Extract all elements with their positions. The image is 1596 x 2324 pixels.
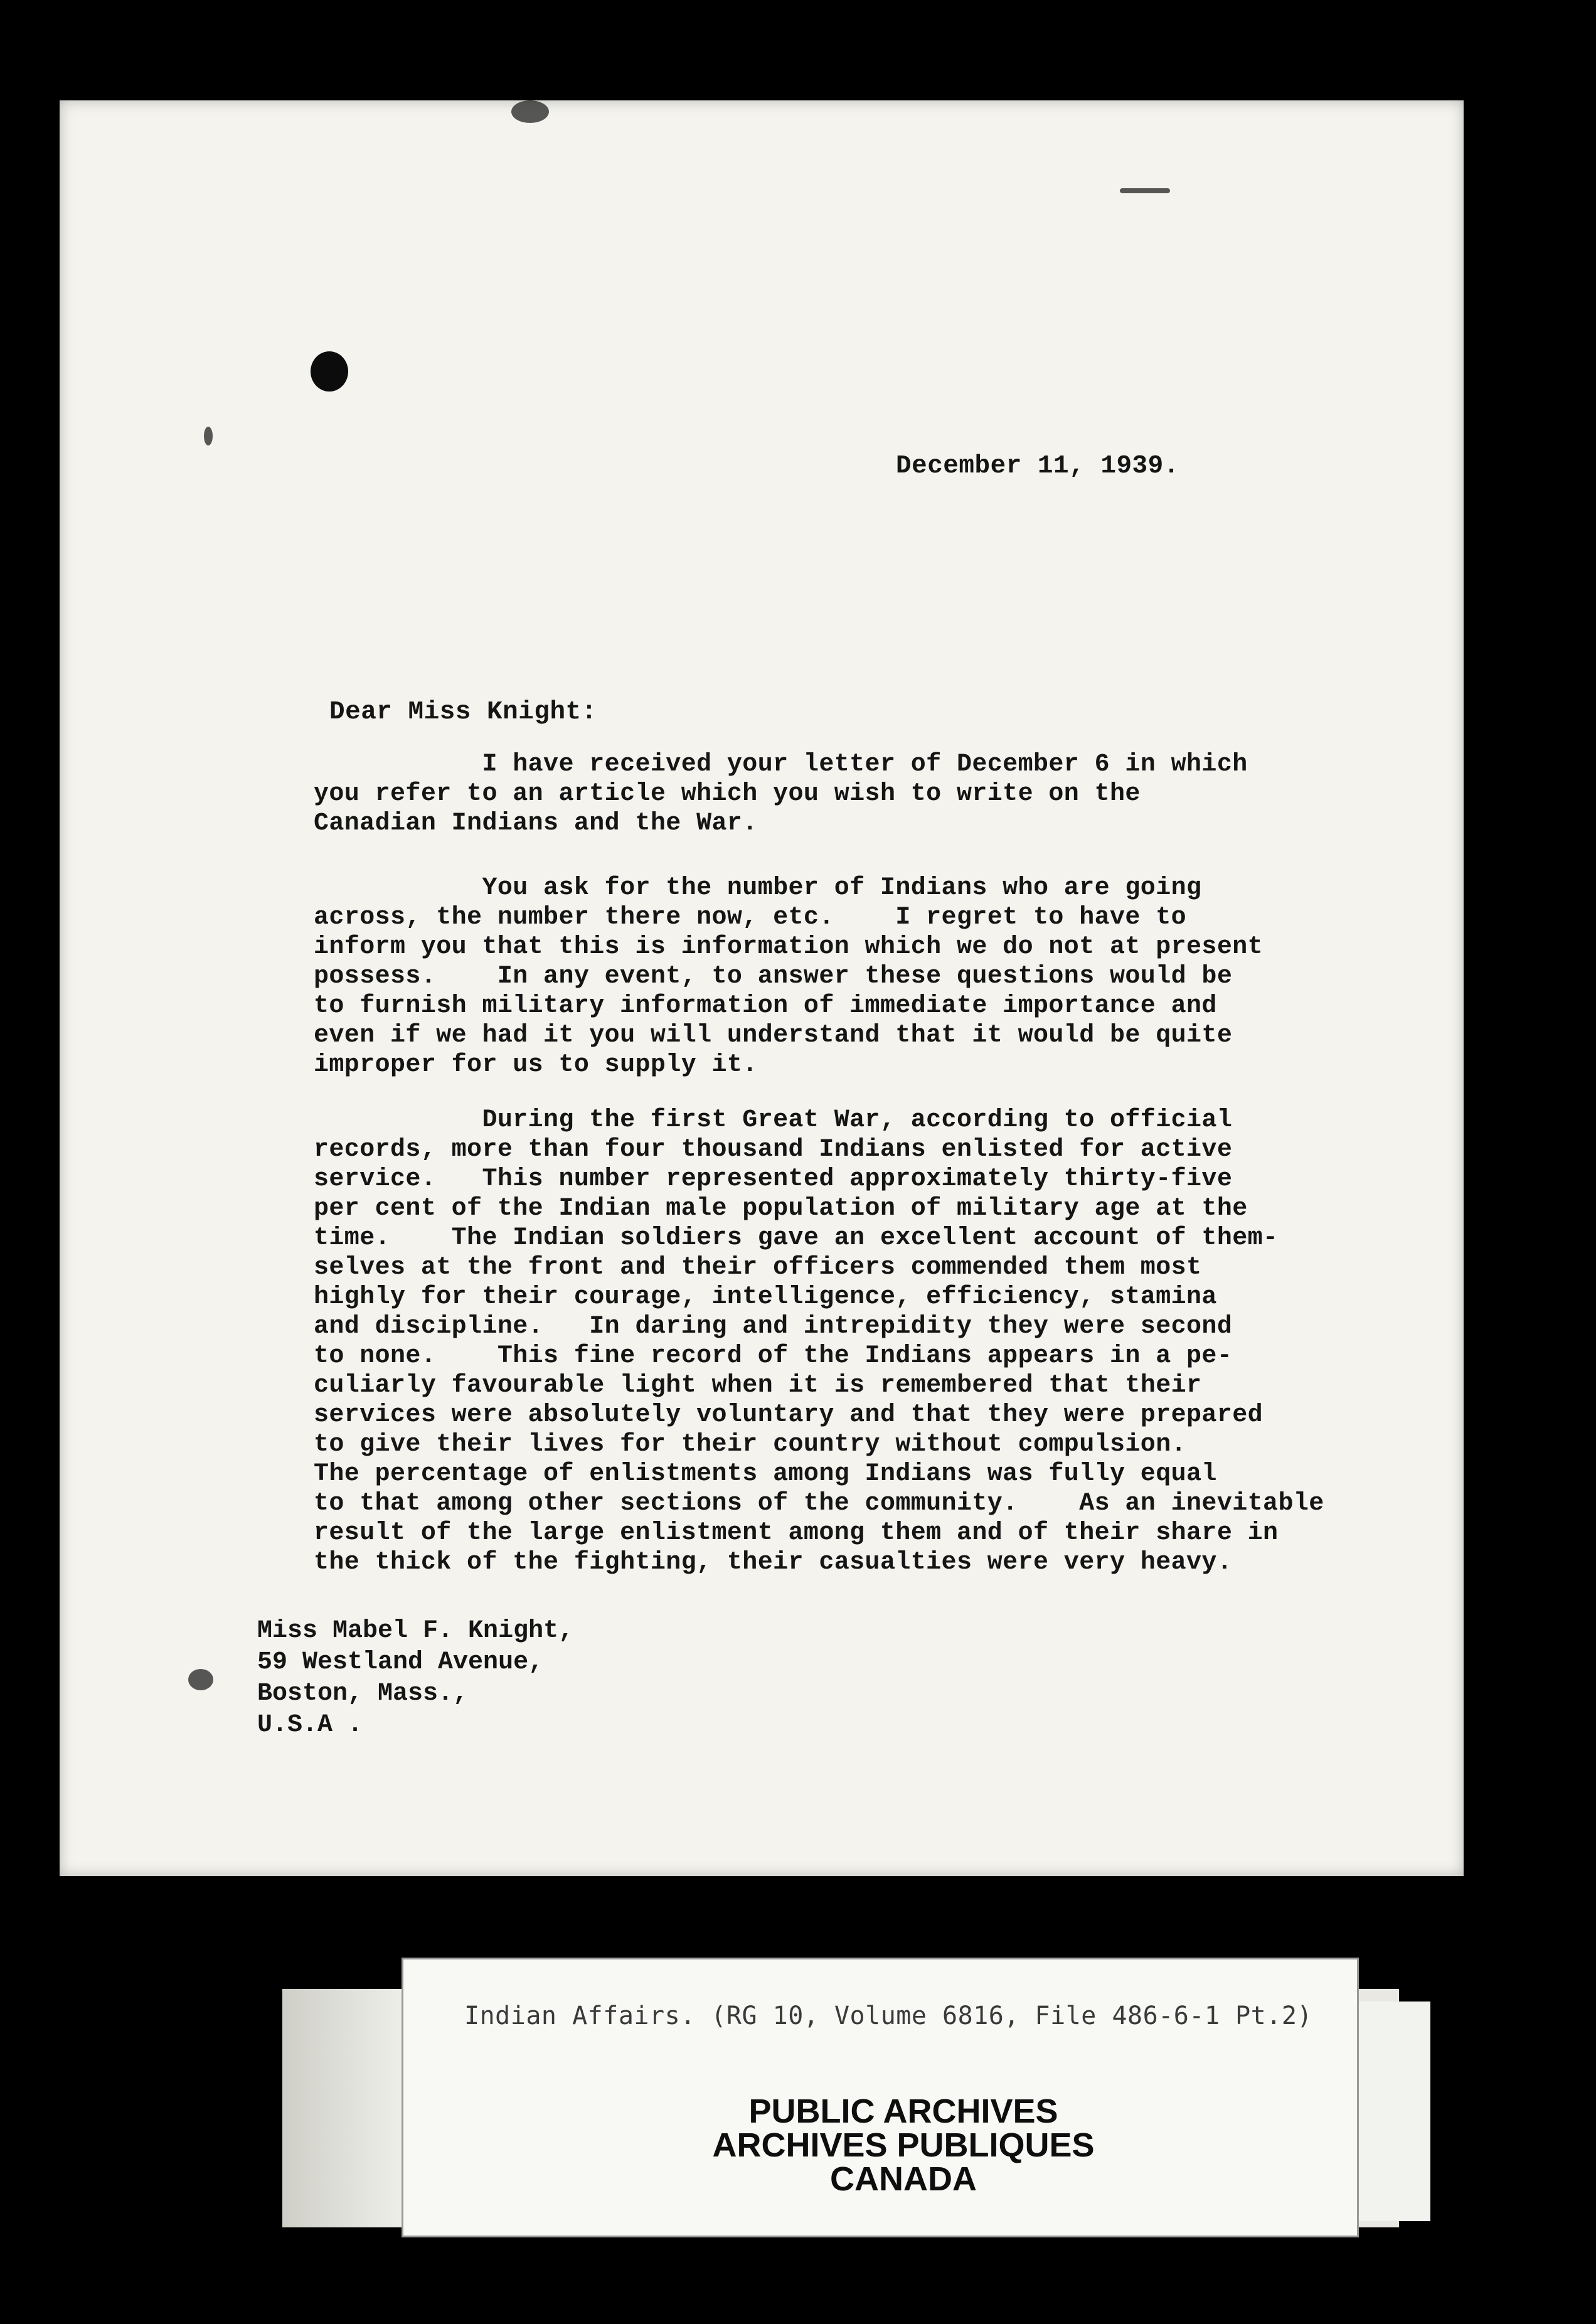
letter-salutation: Dear Miss Knight: xyxy=(329,698,597,727)
ink-speck xyxy=(204,427,213,445)
archive-strip-edge xyxy=(1355,2002,1430,2221)
address-line: U.S.A . xyxy=(257,1711,363,1739)
text-line: across, the number there now, etc. I regret to have to xyxy=(314,903,1187,932)
text-line: result of the large enlistment among them and of their share in xyxy=(314,1519,1279,1547)
letter-paragraph-2 xyxy=(314,873,1330,1080)
text-line: improper for us to supply it. xyxy=(314,1051,758,1079)
text-line: to that among other sections of the community. As an inevitable xyxy=(314,1490,1324,1518)
text-line: to give their lives for their country without compulsion. xyxy=(314,1431,1187,1459)
text-line: per cent of the Indian male population of military age at the xyxy=(314,1195,1248,1223)
text-line: I have received your letter of December 6 in which xyxy=(314,750,1248,779)
text-line: highly for their courage, intelligence, efficiency, stamina xyxy=(314,1283,1217,1311)
letter-paragraph-1 xyxy=(314,750,1330,838)
letter-date: December 11, 1939. xyxy=(896,452,1179,481)
archive-reference: Indian Affairs. (RG 10, Volume 6816, File 486-6-1 Pt.2) xyxy=(464,2002,1313,2030)
text-line: inform you that this is information which we do not at present xyxy=(314,933,1264,961)
text-line: service. This number represented approximately thirty-five xyxy=(314,1165,1233,1193)
text-line: and discipline. In daring and intrepidity they were second xyxy=(314,1313,1233,1341)
text-line: culiarly favourable light when it is remembered that their xyxy=(314,1372,1202,1400)
text-line: possess. In any event, to answer these questions would be xyxy=(314,962,1233,991)
address-line: 59 Westland Avenue, xyxy=(257,1648,544,1676)
text-line: selves at the front and their officers commended them most xyxy=(314,1254,1202,1282)
text-line: Canadian Indians and the War. xyxy=(314,809,758,838)
text-line: time. The Indian soldiers gave an excellent account of them- xyxy=(314,1224,1279,1252)
address-line: Miss Mabel F. Knight, xyxy=(257,1617,574,1645)
archive-strip-edge xyxy=(282,1989,414,2227)
archives-stamp xyxy=(640,2094,1167,2196)
address-line: Boston, Mass., xyxy=(257,1680,469,1708)
text-line: to none. This fine record of the Indians appears in a pe- xyxy=(314,1342,1233,1370)
text-line: even if we had it you will understand that it would be quite xyxy=(314,1021,1233,1050)
ink-speck xyxy=(511,100,549,123)
text-line: records, more than four thousand Indians enlisted for active xyxy=(314,1136,1233,1164)
ink-speck xyxy=(188,1669,213,1690)
text-line: You ask for the number of Indians who are going xyxy=(314,874,1202,902)
punch-hole xyxy=(311,351,348,392)
recipient-address xyxy=(257,1616,573,1741)
text-line: services were absolutely voluntary and that they were prepared xyxy=(314,1401,1264,1429)
stamp-line: CANADA xyxy=(830,2160,977,2198)
letter-paragraph-3 xyxy=(314,1106,1330,1577)
ink-speck xyxy=(1120,188,1170,193)
text-line: you refer to an article which you wish to write on the xyxy=(314,780,1141,808)
text-line: The percentage of enlistments among Indians was fully equal xyxy=(314,1460,1217,1488)
text-line: to furnish military information of immediate importance and xyxy=(314,992,1217,1020)
stamp-line: PUBLIC ARCHIVES xyxy=(748,2092,1058,2130)
stamp-line: ARCHIVES PUBLIQUES xyxy=(712,2126,1095,2164)
text-line: the thick of the fighting, their casualties were very heavy. xyxy=(314,1548,1233,1577)
text-line: During the first Great War, according to official xyxy=(314,1106,1233,1134)
